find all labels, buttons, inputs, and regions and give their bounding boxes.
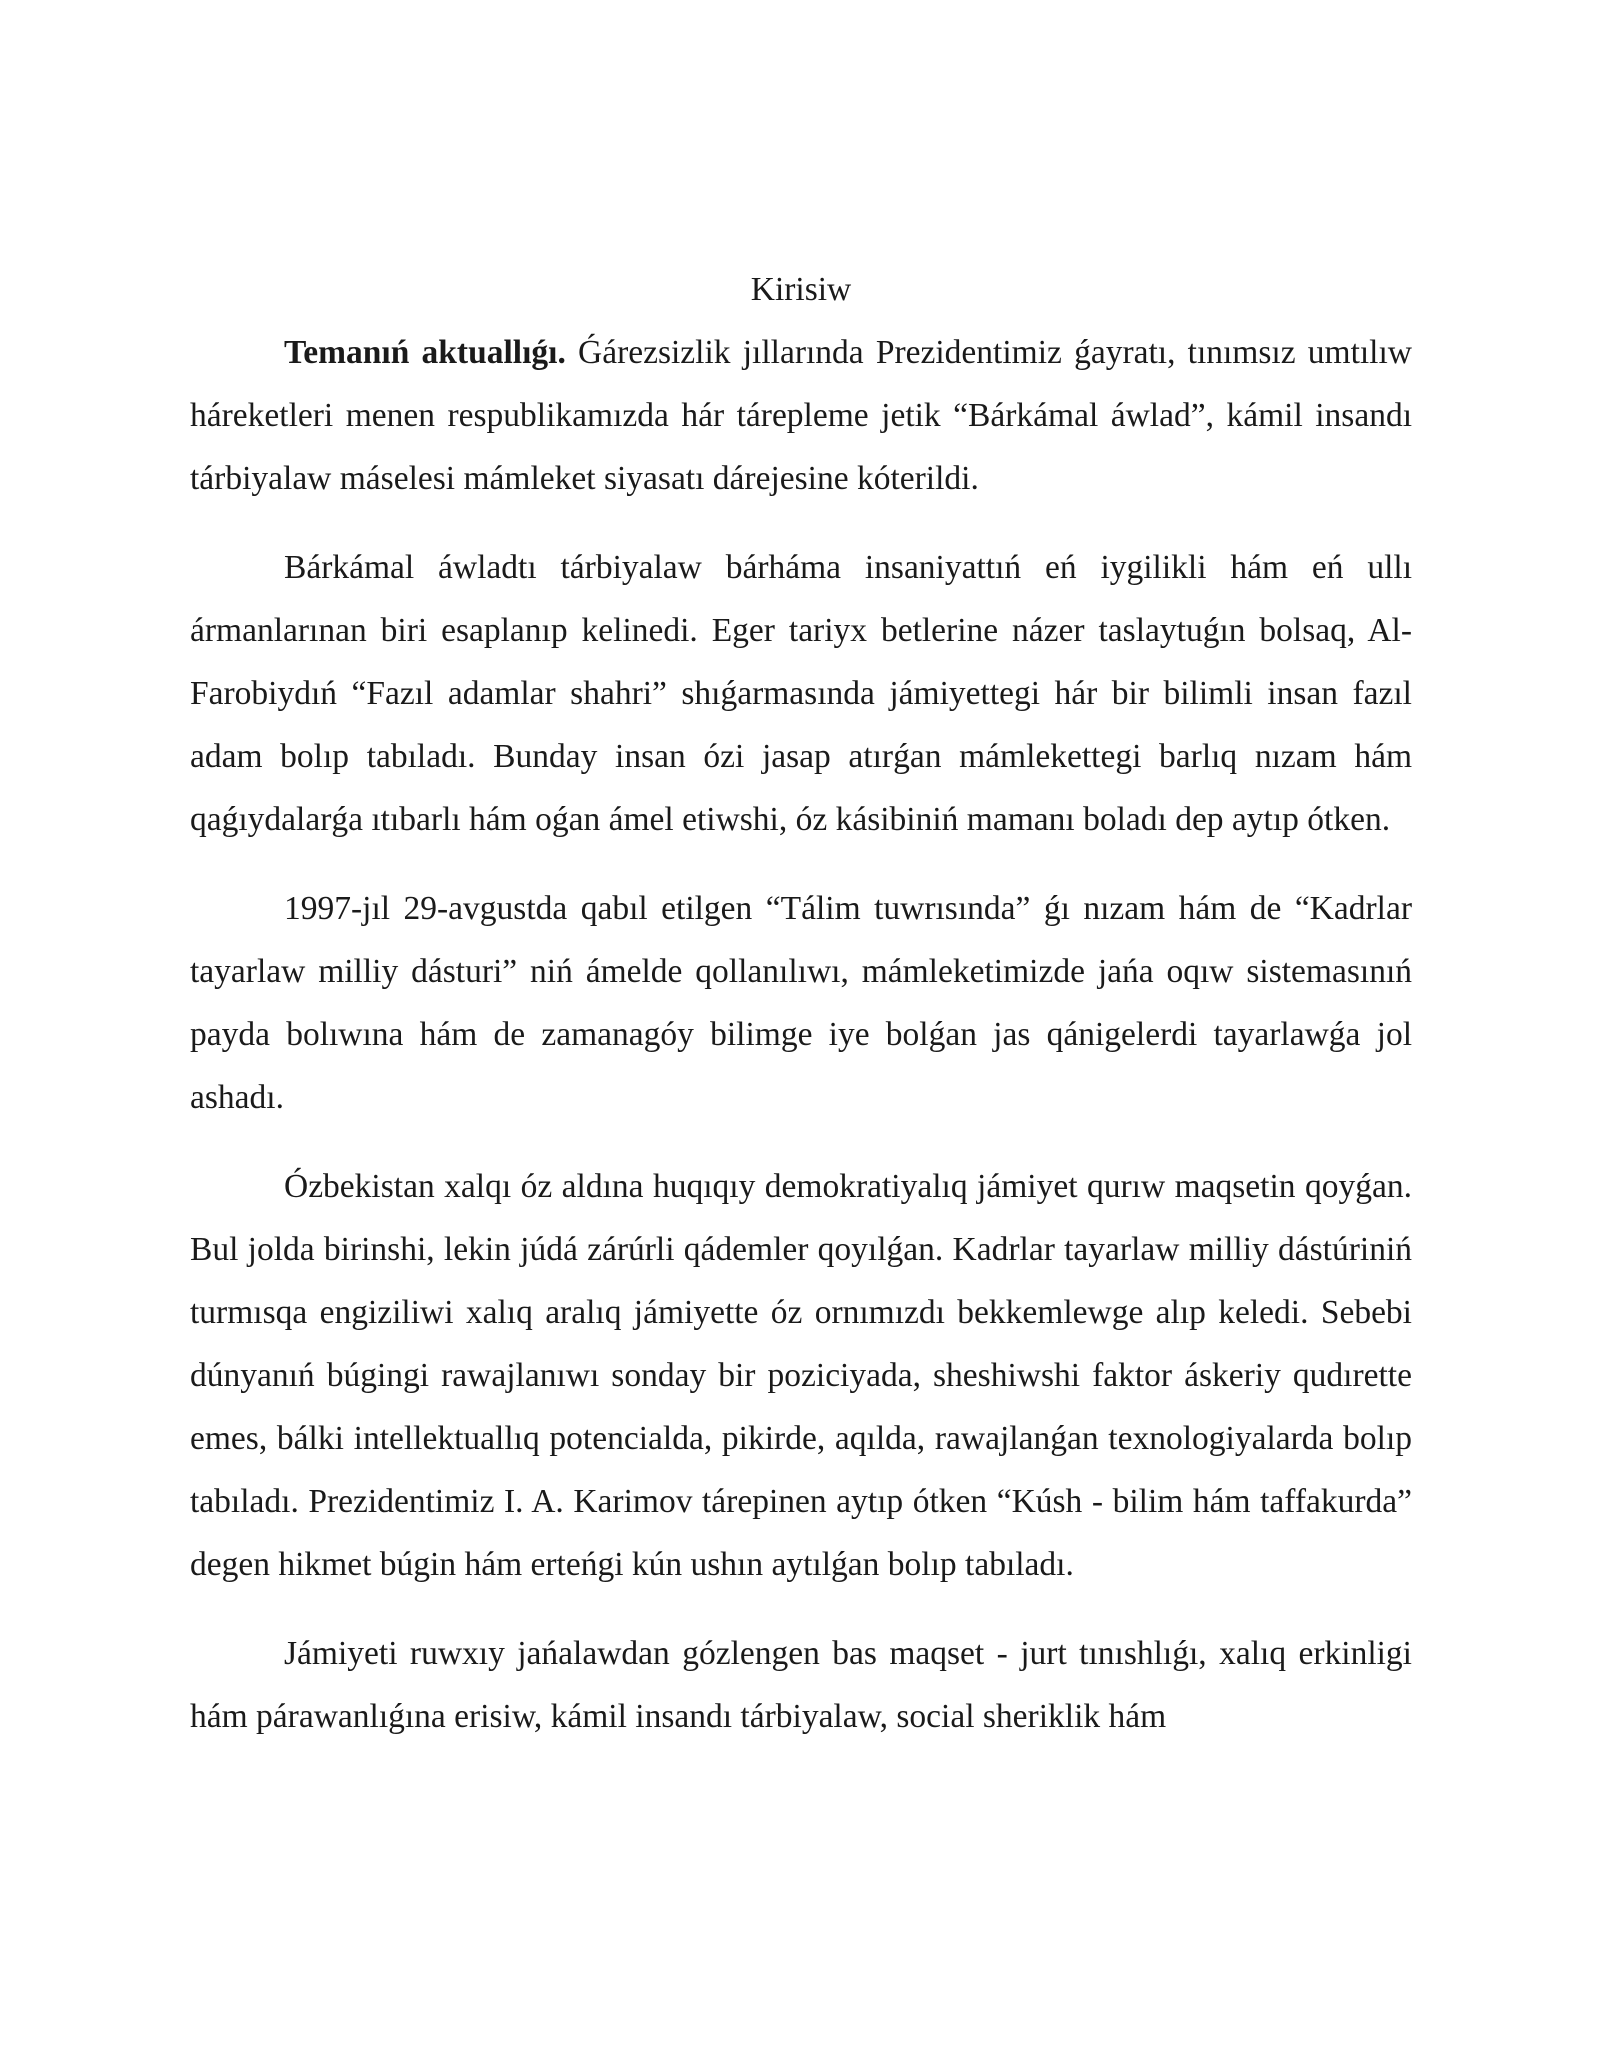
paragraph-2 xyxy=(190,536,1412,851)
paragraph-5-text: Jámiyeti ruwxıy jańalawdan gózlengen bas maqset - jurt tınıshlıǵı, xalıq erkinligi hám párawanlıǵına erisiw, kámil insandı tárbiyalaw, social sheriklik hám xyxy=(190,1635,1412,1735)
paragraph-3-text: 1997-jıl 29-avgustda qabıl etilgen “Tálim tuwrısında” ǵı nızam hám de “Kadrlar tayarlaw milliy dásturi” niń ámelde qollanılıwı, mámleketimizde jańa oqıw sistemasınıń payda bolıwına hám de zamanagóy bilimge iye bolǵan jas qánigelerdi tayarlawǵa jol ashadı. xyxy=(190,890,1412,1116)
paragraph-3 xyxy=(190,877,1412,1129)
document-title: Kirisiw xyxy=(750,271,852,308)
document-body xyxy=(190,258,1412,1774)
paragraph-1-lead: Temanıń aktuallıǵı. xyxy=(284,334,566,371)
paragraph-1-text: Ǵárezsizlik jıllarında Prezidentimiz ǵayratı, tınımsız umtılıw háreketleri menen respublikamızda hár tárepleme jetik “Bárkámal áwlad”, kámil insandı tárbiyalaw máselesi mámleket siyasatı dárejesine kóterildi. xyxy=(190,334,1412,497)
paragraph-2-text: Bárkámal áwladtı tárbiyalaw bárháma insaniyattıń eń iygilikli hám eń ullı ármanlarınan biri esaplanıp kelinedi. Eger tariyx betlerine názer taslaytuǵın bolsaq, Al-Farobiydıń “Fazıl adamlar shahri” shıǵarmasında jámiyettegi hár bir bilimli insan fazıl adam bolıp tabıladı. Bunday insan ózi jasap atırǵan mámlekettegi barlıq nızam hám qaǵıydalarǵa ıtıbarlı hám oǵan ámel etiwshi, óz kásibiniń mamanı boladı dep aytıp ótken. xyxy=(190,549,1412,838)
paragraph-5 xyxy=(190,1622,1412,1748)
paragraph-1 xyxy=(190,321,1412,510)
paragraph-4 xyxy=(190,1155,1412,1596)
paragraph-4-text: Ózbekistan xalqı óz aldına huqıqıy demokratiyalıq jámiyet qurıw maqsetin qoyǵan. Bul jolda birinshi, lekin júdá zárúrli qádemler qoyılǵan. Kadrlar tayarlaw milliy dástúriniń turmısqa engiziliwi xalıq aralıq jámiyette óz ornımızdı bekkemlewge alıp keledi. Sebebi dúnyanıń búgingi rawajlanıwı sonday bir poziciyada, sheshiwshi faktor áskeriy qudırette emes, bálki intellektuallıq potencialda, pikirde, aqılda, rawajlanǵan texnologiyalarda bolıp tabıladı. Prezidentimiz I. A. Karimov tárepinen aytıp ótken “Kúsh - bilim hám taffakurda” degen hikmet búgin hám erteńgi kún ushın aytılǵan bolıp tabıladı. xyxy=(190,1168,1412,1583)
